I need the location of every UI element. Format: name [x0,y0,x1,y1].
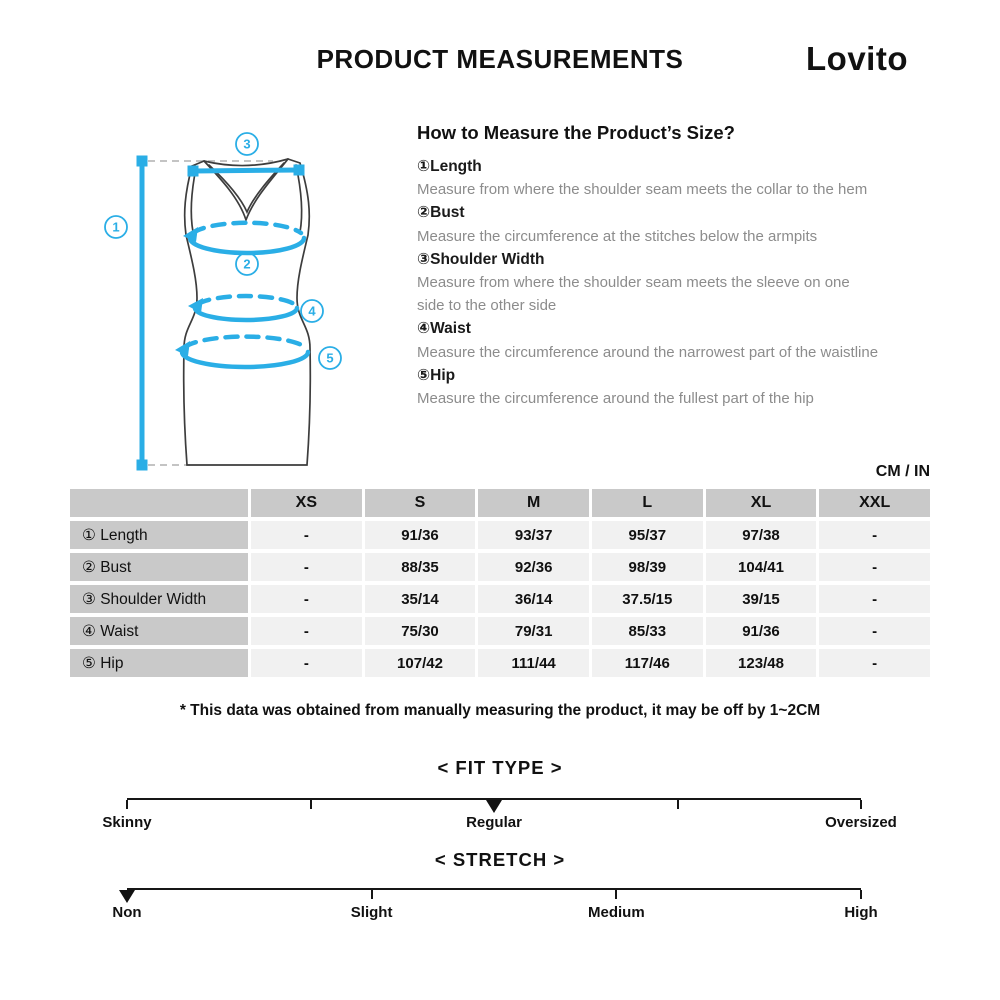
row-label-bust: ② Bust [70,553,248,581]
table-cell: 107/42 [365,649,476,677]
how-to-item-length [417,155,879,201]
diagram-label-bust: 2 [243,256,251,272]
fit-type-marker-icon [486,800,502,813]
row-label-shoulder-width: ③ Shoulder Width [70,585,248,613]
table-cell: 39/15 [706,585,817,613]
how-to-item-shoulder-width [417,248,879,318]
diagram-label-waist: 4 [308,303,316,319]
stretch-scale-line [127,888,861,890]
how-to-item-hip [417,364,879,410]
how-to-item-desc: Measure the circumference around the fullest part of the hip [417,390,814,408]
how-to-item-desc: Measure the circumference around the narrowest part of the waistline [417,343,879,361]
page-title: PRODUCT MEASUREMENTS [316,44,684,74]
stretch-label-non: Non [112,904,142,921]
table-cell: - [819,585,930,613]
stretch-label-medium: Medium [588,904,645,921]
scale-tick [677,800,679,809]
how-to-item-bust [417,201,879,247]
stretch-label-high: High [844,904,878,921]
how-to-item-desc: Measure the circumference at the stitches below the armpits [417,227,818,245]
stretch-marker-icon [119,890,135,903]
table-cell: 104/41 [706,553,817,581]
diagram-label-length: 1 [112,219,120,235]
diagram-label-shoulder: 3 [243,136,251,152]
table-header-xs: XS [251,489,362,517]
table-cell: 79/31 [478,617,589,645]
table-cell: - [251,585,362,613]
table-cell: - [819,617,930,645]
footnote: * This data was obtained from manually measuring the product, it may be off by 1~2CM [179,702,821,719]
how-to-title: How to Measure the Product’s Size? [417,122,735,143]
table-header-xxl: XXL [819,489,930,517]
scale-tick [310,800,312,809]
scale-tick [371,890,373,899]
how-to-item-desc: Measure from where the shoulder seam meets the sleeve on one side to the other side [417,274,850,315]
table-cell: 91/36 [706,617,817,645]
table-cell: - [819,553,930,581]
table-cell: 117/46 [592,649,703,677]
length-measure-line [137,156,148,471]
units-label: CM / IN [875,463,930,480]
table-cell: 36/14 [478,585,589,613]
table-cell: 97/38 [706,521,817,549]
table-header-xl: XL [706,489,817,517]
table-cell: - [251,617,362,645]
row-label-hip: ⑤ Hip [70,649,248,677]
table-cell: 98/39 [592,553,703,581]
table-cell: 35/14 [365,585,476,613]
table-cell: 88/35 [365,553,476,581]
dress-diagram [80,118,400,490]
table-cell: 93/37 [478,521,589,549]
how-to-item-waist [417,317,879,363]
how-to-item-label: ⑤Hip [417,366,456,384]
stretch-scale [112,888,878,932]
how-to-item-label: ②Bust [417,204,465,222]
table-header-m: M [478,489,589,517]
how-to-item-label: ④Waist [417,320,471,338]
fit-type-label-skinny: Skinny [102,814,152,831]
table-header-s: S [365,489,476,517]
stretch-label-slight: Slight [350,904,393,921]
scale-tick [126,800,128,809]
table-cell: - [251,521,362,549]
row-label-waist: ④ Waist [70,617,248,645]
bust-ellipse [183,223,304,253]
table-header-l: L [592,489,703,517]
table-cell: 37.5/15 [592,585,703,613]
size-table [70,489,930,677]
table-cell: 95/37 [592,521,703,549]
row-label-length: ① Length [70,521,248,549]
table-cell: - [251,553,362,581]
diagram-label-hip: 5 [326,350,334,366]
how-to-item-label: ①Length [417,158,482,175]
fit-type-label-regular: Regular [466,814,522,831]
table-cell: 75/30 [365,617,476,645]
waist-ellipse [188,296,297,320]
leader-lines [148,161,273,465]
table-cell: 85/33 [592,617,703,645]
scale-tick [615,890,617,899]
table-cell: - [819,521,930,549]
fit-type-scale [102,798,897,842]
scale-tick [860,800,862,809]
hip-ellipse [175,337,308,367]
table-cell: 91/36 [365,521,476,549]
table-cell: - [251,649,362,677]
table-cell: - [819,649,930,677]
table-cell: 123/48 [706,649,817,677]
fit-type-title: < FIT TYPE > [437,757,563,778]
table-corner-cell [70,489,248,517]
stretch-title: < STRETCH > [434,849,566,870]
how-to-item-desc: Measure from where the shoulder seam meets the collar to the hem [417,181,868,199]
how-to-section [417,122,879,410]
table-cell: 111/44 [478,649,589,677]
scale-tick [860,890,862,899]
brand-logo: Lovito [806,40,908,77]
fit-type-label-oversized: Oversized [825,814,897,831]
table-cell: 92/36 [478,553,589,581]
how-to-item-label: ③Shoulder Width [417,250,545,268]
